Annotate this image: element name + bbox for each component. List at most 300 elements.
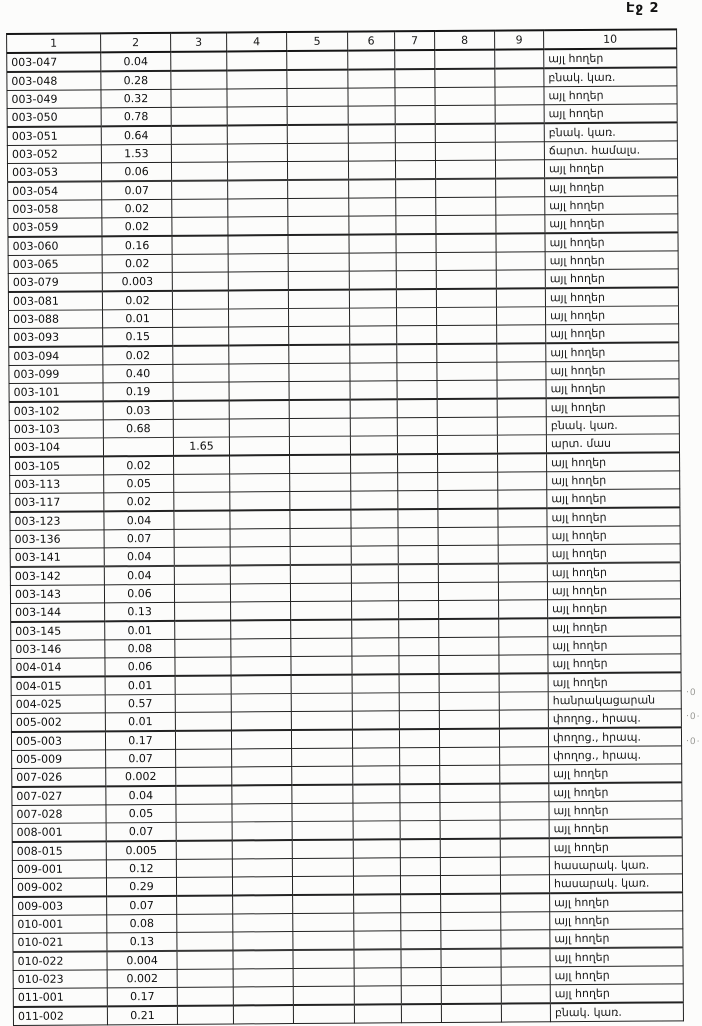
value-cell: 0.07: [102, 181, 172, 200]
value-cell: [398, 528, 438, 546]
value-cell: [351, 528, 398, 546]
value-cell: [172, 254, 228, 272]
value-cell: 0.002: [106, 767, 176, 786]
parcel-code-cell: 003-136: [10, 530, 104, 549]
value-cell: [292, 748, 353, 766]
value-cell: [499, 618, 548, 637]
value-cell: 0.32: [101, 89, 171, 107]
value-cell: [441, 912, 501, 930]
value-cell: [438, 582, 498, 600]
value-cell: [228, 309, 288, 327]
value-cell: [439, 674, 499, 693]
parcel-code-cell: 010-023: [13, 970, 107, 989]
value-cell: [440, 820, 500, 839]
value-cell: [397, 381, 437, 400]
value-cell: 0.07: [106, 749, 176, 767]
value-cell: [436, 289, 496, 308]
value-cell: [172, 272, 228, 291]
land-use-cell: այլ հողեր: [547, 471, 680, 490]
value-cell: [177, 895, 233, 914]
value-cell: [293, 895, 354, 914]
value-cell: [231, 657, 291, 676]
value-cell: [440, 765, 500, 784]
value-cell: [435, 87, 495, 105]
value-cell: [441, 894, 501, 913]
value-cell: [399, 619, 439, 638]
value-cell: [354, 949, 401, 968]
parcel-code-cell: 003-103: [9, 420, 103, 439]
value-cell: [395, 106, 435, 125]
value-cell: [351, 509, 398, 528]
parcel-code-cell: 010-021: [13, 933, 107, 952]
value-cell: [292, 766, 353, 785]
value-cell: [292, 840, 353, 859]
value-cell: 0.06: [101, 162, 171, 181]
value-cell: [232, 859, 292, 877]
value-cell: 0.06: [104, 584, 174, 602]
value-cell: [293, 986, 354, 1005]
value-cell: [228, 290, 288, 309]
value-cell: [440, 784, 500, 803]
parcel-code-cell: 010-022: [13, 951, 107, 970]
value-cell: [348, 88, 395, 106]
value-cell: [292, 803, 353, 821]
value-cell: [395, 124, 435, 143]
value-cell: [289, 436, 350, 455]
parcel-code-cell: 011-001: [13, 988, 107, 1007]
land-use-cell: այլ հողեր: [548, 599, 681, 618]
value-cell: [441, 967, 501, 985]
value-cell: [174, 510, 230, 529]
value-cell: [436, 252, 496, 270]
land-use-cell: բնակ. կառ.: [544, 122, 677, 141]
value-cell: [351, 454, 398, 473]
land-use-cell: փողոց., հրապ.: [548, 727, 681, 746]
value-cell: [288, 235, 349, 254]
cadastre-table: [6, 28, 683, 1026]
value-cell: [354, 894, 401, 913]
value-cell: [496, 197, 545, 215]
value-cell: [438, 490, 498, 509]
parcel-code-cell: 003-144: [11, 603, 105, 622]
value-cell: [290, 455, 351, 474]
value-cell: [230, 474, 290, 492]
value-cell: [441, 1004, 501, 1023]
parcel-code-cell: 011-002: [13, 1006, 107, 1025]
parcel-code-cell: 003-101: [9, 383, 103, 402]
value-cell: [177, 987, 233, 1006]
land-use-cell: այլ հողեր: [546, 361, 679, 380]
value-cell: [291, 638, 352, 656]
land-use-cell: այլ հողեր: [545, 251, 678, 270]
value-cell: [495, 105, 544, 124]
parcel-code-cell: 003-051: [7, 126, 101, 145]
land-use-cell: այլ հողեր: [549, 764, 682, 783]
value-cell: [289, 381, 350, 400]
value-cell: [172, 217, 228, 236]
value-cell: [399, 674, 439, 693]
land-use-cell: այլ հողեր: [547, 581, 680, 600]
value-cell: 0.02: [104, 456, 174, 475]
parcel-code-cell: 008-015: [12, 841, 106, 860]
value-cell: [500, 857, 549, 875]
value-cell: 0.02: [102, 217, 172, 236]
value-cell: [436, 215, 496, 234]
value-cell: [501, 985, 550, 1004]
value-cell: [171, 144, 227, 162]
value-cell: [172, 199, 228, 217]
value-cell: [498, 545, 547, 564]
value-cell: [233, 950, 293, 969]
land-use-cell: այլ հողեր: [546, 324, 679, 343]
value-cell: [171, 70, 227, 89]
value-cell: [400, 839, 440, 858]
parcel-code-cell: 003-143: [10, 585, 104, 604]
value-cell: 0.08: [107, 914, 177, 932]
value-cell: [176, 877, 232, 896]
value-cell: [349, 216, 396, 235]
value-cell: [398, 546, 438, 565]
value-cell: [233, 932, 293, 951]
value-cell: [435, 160, 495, 179]
value-cell: [229, 419, 289, 437]
value-cell: [292, 785, 353, 804]
land-use-cell: արտ. մաս: [546, 434, 679, 453]
value-cell: [175, 657, 231, 676]
parcel-code-cell: 003-058: [8, 200, 102, 219]
value-cell: [496, 307, 545, 325]
value-cell: [231, 675, 291, 694]
value-cell: [291, 693, 352, 711]
value-cell: [173, 419, 229, 437]
value-cell: [354, 968, 401, 986]
value-cell: 0.78: [101, 107, 171, 126]
parcel-code-cell: 003-117: [10, 493, 104, 512]
value-cell: [290, 491, 351, 510]
value-cell: [352, 601, 399, 620]
value-cell: 0.004: [107, 951, 177, 970]
value-cell: [352, 693, 399, 711]
value-cell: [401, 986, 441, 1005]
value-cell: [173, 364, 229, 382]
value-cell: [291, 656, 352, 675]
parcel-code-cell: 003-105: [10, 456, 104, 475]
parcel-code-cell: 003-145: [11, 621, 105, 640]
value-cell: [441, 930, 501, 949]
value-cell: [495, 87, 544, 105]
parcel-table: [6, 28, 684, 1026]
value-cell: [400, 784, 440, 803]
value-cell: [439, 692, 499, 710]
parcel-code-cell: 007-028: [12, 805, 106, 824]
value-cell: [495, 49, 544, 68]
value-cell: [174, 474, 230, 492]
value-cell: [177, 1005, 233, 1024]
value-cell: [398, 564, 438, 583]
value-cell: [288, 271, 349, 290]
value-cell: [496, 288, 545, 307]
land-use-cell: այլ հողեր: [550, 929, 683, 948]
value-cell: [499, 692, 548, 710]
value-cell: [501, 912, 550, 930]
value-cell: [229, 382, 289, 401]
column-header-5: 5: [287, 32, 348, 51]
value-cell: [439, 637, 499, 655]
value-cell: [287, 51, 348, 70]
value-cell: 0.01: [105, 676, 175, 695]
value-cell: [401, 913, 441, 931]
value-cell: [397, 399, 437, 418]
land-use-cell: այլ հողեր: [545, 232, 678, 251]
value-cell: [293, 1005, 354, 1024]
value-cell: [497, 417, 546, 435]
value-cell: [229, 327, 289, 346]
value-cell: [175, 694, 231, 712]
land-use-cell: այլ հողեր: [547, 526, 680, 545]
value-cell: [398, 454, 438, 473]
value-cell: [500, 838, 549, 857]
value-cell: [233, 969, 293, 987]
value-cell: [174, 565, 230, 584]
value-cell: [230, 510, 290, 529]
value-cell: [177, 969, 233, 987]
scan-artifact-mark: ·0·: [685, 736, 701, 748]
value-cell: [401, 1004, 441, 1023]
value-cell: [289, 345, 350, 364]
parcel-code-cell: 010-001: [13, 915, 107, 934]
value-cell: [497, 398, 546, 417]
column-header-9: 9: [495, 30, 544, 49]
value-cell: [352, 729, 399, 748]
value-cell: [288, 180, 349, 199]
value-cell: [397, 363, 437, 381]
value-cell: [287, 161, 348, 180]
value-cell: [435, 105, 495, 124]
value-cell: [291, 601, 352, 620]
value-cell: [227, 89, 287, 107]
parcel-code-cell: 003-099: [9, 365, 103, 384]
value-cell: [176, 785, 232, 804]
value-cell: 0.07: [106, 822, 176, 841]
value-cell: 0.04: [104, 547, 174, 566]
value-cell: [171, 51, 227, 70]
value-cell: [287, 70, 348, 89]
land-use-cell: այլ հողեր: [548, 617, 681, 636]
value-cell: [228, 272, 288, 291]
land-use-cell: այլ հողեր: [545, 306, 678, 325]
value-cell: [436, 234, 496, 253]
land-use-cell: այլ հողեր: [548, 636, 681, 655]
value-cell: 0.21: [107, 1006, 177, 1025]
value-cell: [350, 344, 397, 363]
value-cell: [400, 821, 440, 840]
value-cell: 0.03: [103, 401, 173, 420]
value-cell: [228, 235, 288, 254]
value-cell: [499, 637, 548, 655]
value-cell: [398, 473, 438, 491]
land-use-cell: այլ հողեր: [547, 489, 680, 508]
value-cell: [351, 491, 398, 510]
value-cell: [289, 400, 350, 419]
value-cell: [293, 913, 354, 931]
value-cell: [354, 986, 401, 1005]
land-use-cell: այլ հողեր: [547, 452, 680, 471]
value-cell: [292, 858, 353, 876]
value-cell: [395, 143, 435, 161]
value-cell: [495, 68, 544, 87]
value-cell: [176, 859, 232, 877]
value-cell: [401, 894, 441, 913]
value-cell: [397, 436, 437, 455]
parcel-code-cell: 004-015: [11, 676, 105, 695]
parcel-code-cell: 003-094: [9, 346, 103, 365]
land-use-cell: հասարակ. կառ.: [549, 856, 682, 875]
value-cell: [229, 437, 289, 456]
value-cell: 0.13: [107, 932, 177, 951]
value-cell: [171, 125, 227, 144]
parcel-code-cell: 005-009: [12, 750, 106, 769]
value-cell: [438, 472, 498, 490]
value-cell: [227, 125, 287, 144]
value-cell: [232, 877, 292, 896]
value-cell: [435, 50, 495, 69]
value-cell: [287, 88, 348, 106]
parcel-code-cell: 009-002: [12, 878, 106, 897]
value-cell: [231, 620, 291, 639]
value-cell: [229, 364, 289, 382]
parcel-code-cell: 003-113: [10, 475, 104, 494]
value-cell: [496, 233, 545, 252]
value-cell: 0.003: [102, 272, 172, 291]
value-cell: [400, 876, 440, 895]
value-cell: 0.04: [106, 786, 176, 805]
value-cell: [231, 639, 291, 657]
value-cell: [351, 583, 398, 601]
value-cell: [400, 858, 440, 876]
parcel-code-cell: 004-014: [11, 658, 105, 677]
land-use-cell: ճարտ. համալս.: [544, 141, 677, 160]
value-cell: [227, 70, 287, 89]
value-cell: [350, 418, 397, 436]
value-cell: [498, 582, 547, 600]
parcel-code-cell: 005-003: [11, 731, 105, 750]
value-cell: [288, 290, 349, 309]
parcel-code-cell: 003-054: [8, 181, 102, 200]
value-cell: [439, 655, 499, 674]
value-cell: [437, 344, 497, 363]
value-cell: [441, 949, 501, 968]
parcel-code-cell: 005-002: [11, 713, 105, 732]
parcel-code-cell: 003-049: [7, 90, 101, 109]
value-cell: [353, 839, 400, 858]
parcel-code-cell: 003-081: [8, 291, 102, 310]
value-cell: 1.65: [173, 437, 229, 456]
value-cell: [230, 565, 290, 584]
value-cell: [397, 418, 437, 436]
value-cell: [349, 253, 396, 271]
value-cell: [395, 50, 435, 69]
parcel-code-cell: 003-065: [8, 255, 102, 274]
value-cell: [399, 711, 439, 730]
value-cell: 1.53: [101, 144, 171, 162]
value-cell: [437, 380, 497, 399]
land-use-cell: այլ հողեր: [547, 507, 680, 526]
value-cell: [396, 308, 436, 326]
value-cell: [399, 656, 439, 675]
value-cell: 0.02: [102, 199, 172, 217]
column-header-8: 8: [435, 31, 495, 50]
value-cell: [397, 344, 437, 363]
value-cell: [499, 600, 548, 619]
parcel-code-cell: 003-141: [10, 548, 104, 567]
column-header-10: 10: [544, 29, 677, 49]
value-cell: 0.15: [103, 327, 173, 346]
value-cell: 0.005: [106, 841, 176, 860]
value-cell: [395, 69, 435, 88]
value-cell: [171, 89, 227, 107]
land-use-cell: հանրակացարան: [548, 691, 681, 710]
value-cell: [401, 949, 441, 968]
land-use-cell: այլ հողեր: [545, 177, 678, 196]
value-cell: [500, 802, 549, 820]
value-cell: [174, 492, 230, 511]
value-cell: [441, 985, 501, 1004]
value-cell: [497, 343, 546, 362]
value-cell: 0.17: [107, 987, 177, 1006]
value-cell: [501, 893, 550, 912]
parcel-code-cell: 009-003: [13, 896, 107, 915]
value-cell: [288, 253, 349, 271]
value-cell: [173, 400, 229, 419]
value-cell: 0.02: [102, 291, 172, 310]
land-use-cell: հասարակ. կառ.: [549, 874, 682, 893]
value-cell: [435, 124, 495, 143]
value-cell: [173, 327, 229, 346]
value-cell: 0.07: [107, 896, 177, 915]
land-use-cell: այլ հողեր: [547, 544, 680, 563]
value-cell: [348, 124, 395, 143]
value-cell: [287, 143, 348, 161]
value-cell: [496, 252, 545, 270]
value-cell: [174, 547, 230, 566]
value-cell: [348, 106, 395, 125]
value-cell: [173, 309, 229, 327]
value-cell: [398, 583, 438, 601]
value-cell: [436, 179, 496, 198]
value-cell: [233, 895, 293, 914]
value-cell: [498, 472, 547, 490]
land-use-cell: այլ հողեր: [550, 892, 683, 911]
land-use-cell: այլ հողեր: [544, 48, 677, 68]
land-use-cell: այլ հողեր: [549, 782, 682, 801]
value-cell: 0.02: [102, 254, 172, 272]
value-cell: 0.02: [104, 492, 174, 511]
parcel-code-cell: 009-001: [12, 860, 106, 879]
value-cell: [350, 381, 397, 400]
value-cell: [499, 728, 548, 747]
value-cell: 0.40: [103, 364, 173, 382]
land-use-cell: այլ հողեր: [549, 819, 682, 838]
value-cell: [228, 199, 288, 217]
parcel-code-cell: 003-052: [7, 145, 101, 164]
value-cell: [233, 914, 293, 932]
value-cell: [293, 968, 354, 986]
value-cell: [290, 583, 351, 601]
value-cell: 0.05: [106, 804, 176, 822]
value-cell: [395, 88, 435, 106]
value-cell: [289, 326, 350, 345]
value-cell: [288, 198, 349, 216]
